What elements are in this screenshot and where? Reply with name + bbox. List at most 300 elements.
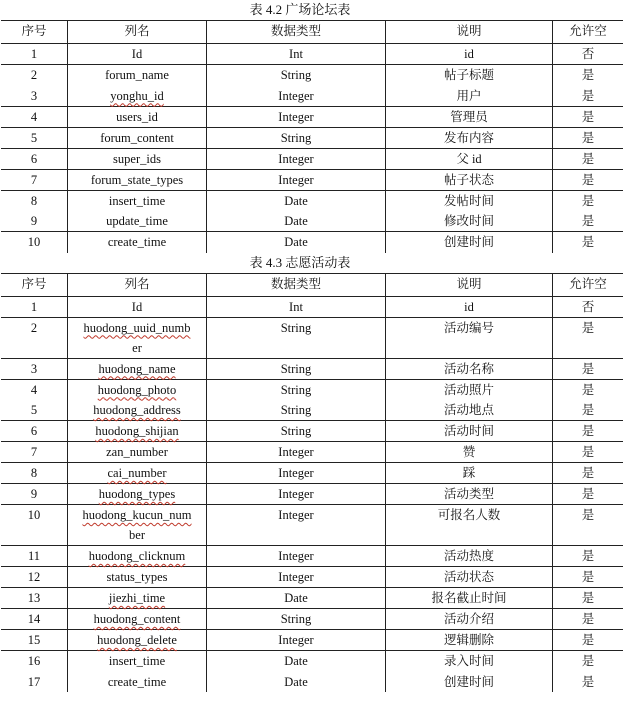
column-name-part: huodong_kucun_num [82, 508, 192, 522]
description-text: 赞 [462, 445, 476, 459]
cell-column-name [68, 190, 207, 211]
description-text: 活动名称 [443, 361, 494, 376]
cell-data-type [207, 86, 386, 107]
data-type-text: Date [284, 235, 308, 249]
row-index-text: 9 [30, 487, 38, 501]
description-text: 创建时间 [443, 674, 494, 689]
table-row [1, 190, 623, 211]
header-description: 说明 [386, 273, 553, 296]
cell-data-type [207, 317, 386, 358]
cell-column-name [68, 127, 207, 148]
column-name-text: cai_number [107, 466, 167, 480]
cell-nullable [553, 211, 623, 232]
table-row [1, 358, 623, 379]
cell-data-type [207, 211, 386, 232]
cell-column-name [68, 379, 207, 400]
cell-row-index [1, 484, 68, 505]
cell-column-name [68, 232, 207, 253]
column-name-text: zan_number [106, 445, 168, 459]
cell-column-name [68, 65, 207, 86]
cell-data-type [207, 609, 386, 630]
cell-description [386, 44, 553, 65]
cell-row-index [1, 588, 68, 609]
cell-description [386, 86, 553, 107]
cell-row-index [1, 65, 68, 86]
column-name-text: Id [131, 47, 143, 61]
cell-column-name [68, 211, 207, 232]
row-index-text: 13 [27, 591, 41, 605]
cell-data-type [207, 588, 386, 609]
cell-description [386, 127, 553, 148]
table-row [1, 211, 623, 232]
cell-column-name [68, 421, 207, 442]
row-index-text: 6 [30, 151, 38, 166]
cell-data-type [207, 630, 386, 651]
cell-data-type [207, 296, 386, 317]
data-type-text: Integer [278, 570, 314, 584]
table-row [1, 421, 623, 442]
cell-data-type [207, 106, 386, 127]
row-index-text: 12 [27, 570, 41, 584]
nullable-text: 是 [581, 193, 595, 208]
cell-column-name [68, 442, 207, 463]
cell-description [386, 358, 553, 379]
data-type-text: Integer [278, 88, 314, 103]
column-name-text: Id [131, 299, 143, 314]
description-text: 活动介绍 [443, 612, 494, 626]
cell-nullable [553, 232, 623, 253]
data-type-text: Integer [278, 466, 314, 480]
column-name-part: huodong_uuid_numb [83, 320, 191, 335]
data-type-text: Date [284, 193, 308, 208]
row-index-text: 9 [30, 214, 38, 228]
nullable-text: 否 [581, 47, 595, 61]
cell-nullable [553, 463, 623, 484]
description-text: 用户 [456, 88, 482, 103]
cell-column-name [68, 358, 207, 379]
nullable-text: 是 [581, 633, 595, 647]
cell-column-name [68, 609, 207, 630]
nullable-text: 是 [581, 361, 595, 376]
nullable-text: 是 [581, 424, 595, 438]
nullable-text: 是 [581, 320, 595, 335]
cell-description [386, 588, 553, 609]
cell-data-type [207, 421, 386, 442]
cell-row-index [1, 505, 68, 546]
row-index-text: 16 [27, 654, 41, 668]
cell-nullable [553, 400, 623, 421]
nullable-text: 是 [581, 549, 595, 563]
cell-description [386, 296, 553, 317]
data-type-text: Date [284, 654, 308, 668]
row-index-text: 4 [30, 109, 38, 124]
description-text: 活动照片 [443, 382, 494, 397]
cell-column-name [68, 400, 207, 421]
table-row [1, 651, 623, 672]
description-text: 活动状态 [443, 570, 494, 584]
nullable-text: 是 [581, 466, 595, 480]
cell-description [386, 148, 553, 169]
cell-row-index [1, 232, 68, 253]
cell-description [386, 672, 553, 692]
cell-data-type [207, 190, 386, 211]
nullable-text: 是 [581, 654, 595, 668]
column-name-text: update_time [106, 214, 168, 228]
cell-data-type [207, 567, 386, 588]
header-column-name: 列名 [68, 21, 207, 44]
data-type-text: Integer [278, 445, 314, 459]
column-name-text: huodong_types [98, 487, 176, 501]
cell-description [386, 421, 553, 442]
nullable-text: 是 [581, 591, 595, 605]
table-row [1, 442, 623, 463]
cell-description [386, 317, 553, 358]
nullable-text: 是 [581, 130, 595, 145]
data-type-text: Integer [278, 172, 314, 187]
header-column-name: 列名 [68, 273, 207, 296]
column-name-text: status_types [106, 570, 168, 584]
cell-description [386, 106, 553, 127]
cell-row-index [1, 567, 68, 588]
column-name-text: forum_content [100, 130, 174, 145]
cell-nullable [553, 651, 623, 672]
cell-row-index [1, 86, 68, 107]
cell-column-name [68, 86, 207, 107]
cell-description [386, 630, 553, 651]
cell-nullable [553, 148, 623, 169]
cell-nullable [553, 421, 623, 442]
cell-nullable [553, 65, 623, 86]
row-index-text: 8 [30, 466, 38, 480]
header-nullable: 允许空 [553, 273, 623, 296]
row-index-text: 14 [27, 612, 41, 626]
cell-data-type [207, 672, 386, 692]
description-text: id [464, 299, 474, 314]
cell-row-index [1, 148, 68, 169]
table-row [1, 505, 623, 546]
description-text: 父 id [456, 151, 482, 166]
cell-nullable [553, 317, 623, 358]
row-index-text: 10 [27, 508, 41, 522]
data-type-text: Integer [278, 549, 314, 563]
cell-data-type [207, 546, 386, 567]
nullable-text: 是 [581, 172, 595, 187]
column-name-text: users_id [116, 109, 158, 124]
table-row [1, 169, 623, 190]
cell-column-name [68, 169, 207, 190]
header-nullable: 允许空 [553, 21, 623, 44]
row-index-text: 5 [30, 130, 38, 145]
row-index-text: 17 [27, 674, 41, 689]
column-name-text: yonghu_id [110, 88, 164, 103]
cell-column-name [68, 567, 207, 588]
data-type-text: String [280, 320, 312, 335]
description-text: 活动地点 [443, 403, 494, 417]
cell-column-name [68, 44, 207, 65]
header-index: 序号 [1, 21, 68, 44]
cell-data-type [207, 232, 386, 253]
cell-nullable [553, 567, 623, 588]
cell-description [386, 442, 553, 463]
column-name-part: ber [129, 528, 145, 542]
data-type-text: Integer [278, 109, 314, 124]
cell-data-type [207, 358, 386, 379]
column-name-text: huodong_address [93, 403, 181, 417]
cell-column-name [68, 546, 207, 567]
row-index-text: 2 [30, 68, 38, 82]
column-name-text: huodong_delete [97, 633, 177, 647]
table-row [1, 400, 623, 421]
cell-description [386, 65, 553, 86]
description-text: 创建时间 [443, 235, 494, 249]
column-name-text: jiezhi_time [108, 591, 166, 605]
row-index-text: 7 [30, 172, 38, 187]
cell-nullable [553, 127, 623, 148]
header-index: 序号 [1, 273, 68, 296]
row-index-text: 2 [30, 320, 38, 335]
description-text: 帖子状态 [443, 172, 494, 187]
volunteer-activity-table [1, 273, 623, 692]
table-row [1, 317, 623, 358]
table-row [1, 65, 623, 86]
cell-row-index [1, 211, 68, 232]
nullable-text: 是 [581, 487, 595, 501]
column-name-text: create_time [107, 235, 167, 249]
cell-nullable [553, 86, 623, 107]
data-type-text: Date [284, 214, 308, 228]
cell-column-name [68, 630, 207, 651]
data-type-text: Int [289, 299, 303, 314]
cell-nullable [553, 169, 623, 190]
cell-row-index [1, 169, 68, 190]
column-name-text: create_time [107, 674, 167, 689]
cell-row-index [1, 296, 68, 317]
cell-row-index [1, 546, 68, 567]
cell-column-name [68, 651, 207, 672]
row-index-text: 11 [27, 549, 41, 563]
nullable-text: 是 [581, 445, 595, 459]
cell-row-index [1, 317, 68, 358]
cell-data-type [207, 651, 386, 672]
column-name-text: huodong_name [98, 361, 176, 376]
cell-description [386, 484, 553, 505]
cell-data-type [207, 127, 386, 148]
cell-data-type [207, 400, 386, 421]
cell-nullable [553, 358, 623, 379]
cell-nullable [553, 379, 623, 400]
cell-column-name [68, 588, 207, 609]
table-row [1, 609, 623, 630]
data-type-text: Integer [278, 151, 314, 166]
row-index-text: 6 [30, 424, 38, 438]
header-data-type: 数据类型 [207, 21, 386, 44]
cell-row-index [1, 651, 68, 672]
data-type-text: Int [289, 47, 303, 61]
data-type-text: Date [284, 591, 308, 605]
column-name-part: er [132, 340, 142, 355]
cell-row-index [1, 190, 68, 211]
table-row [1, 106, 623, 127]
cell-column-name [68, 505, 207, 546]
cell-nullable [553, 106, 623, 127]
table-row [1, 379, 623, 400]
cell-description [386, 609, 553, 630]
header-data-type: 数据类型 [207, 273, 386, 296]
cell-description [386, 379, 553, 400]
nullable-text: 是 [581, 382, 595, 397]
cell-row-index [1, 379, 68, 400]
table-row [1, 44, 623, 65]
cell-description [386, 546, 553, 567]
table-header-row [1, 21, 623, 44]
cell-row-index [1, 609, 68, 630]
column-name-text: huodong_clicknum [88, 549, 186, 563]
description-text: 可报名人数 [437, 508, 501, 522]
cell-description [386, 190, 553, 211]
column-name-text: huodong_photo [97, 382, 177, 397]
description-text: 管理员 [450, 109, 488, 124]
data-type-text: Date [284, 674, 308, 689]
data-type-text: String [280, 424, 312, 438]
data-type-text: Integer [278, 633, 314, 647]
table2-caption: 表 4.3 志愿活动表 [249, 254, 351, 270]
row-index-text: 10 [27, 235, 41, 249]
description-text: 活动类型 [443, 487, 494, 501]
table-row [1, 296, 623, 317]
description-text: 录入时间 [443, 654, 494, 668]
table-header-row [1, 273, 623, 296]
cell-column-name [68, 148, 207, 169]
description-text: 逻辑删除 [443, 633, 494, 647]
description-text: id [464, 47, 474, 61]
table-row [1, 546, 623, 567]
row-index-text: 4 [30, 382, 38, 397]
table-row [1, 567, 623, 588]
cell-nullable [553, 546, 623, 567]
cell-data-type [207, 379, 386, 400]
cell-nullable [553, 672, 623, 692]
table-row [1, 127, 623, 148]
column-name-text: insert_time [108, 193, 166, 208]
row-index-text: 15 [27, 633, 41, 647]
description-text: 发布内容 [443, 130, 494, 145]
cell-row-index [1, 44, 68, 65]
table1-caption: 表 4.2 广场论坛表 [249, 2, 351, 17]
column-name-text: huodong_shijian [95, 424, 179, 438]
table-row [1, 86, 623, 107]
cell-nullable [553, 296, 623, 317]
row-index-text: 1 [30, 299, 38, 314]
cell-nullable [553, 609, 623, 630]
table-row [1, 463, 623, 484]
nullable-text: 是 [581, 403, 595, 417]
cell-nullable [553, 505, 623, 546]
cell-description [386, 400, 553, 421]
description-text: 活动热度 [443, 549, 494, 563]
table-row [1, 588, 623, 609]
column-name-text: huodong_content [93, 612, 181, 626]
data-type-text: String [280, 361, 312, 376]
nullable-text: 是 [581, 68, 595, 82]
data-type-text: String [280, 612, 312, 626]
table-row [1, 672, 623, 692]
cell-data-type [207, 484, 386, 505]
cell-data-type [207, 65, 386, 86]
cell-column-name [68, 484, 207, 505]
header-description: 说明 [386, 21, 553, 44]
cell-row-index [1, 106, 68, 127]
table-row [1, 148, 623, 169]
cell-data-type [207, 169, 386, 190]
cell-description [386, 463, 553, 484]
description-text: 帖子标题 [443, 68, 494, 82]
description-text: 活动编号 [443, 320, 494, 335]
description-text: 报名截止时间 [431, 591, 507, 605]
cell-nullable [553, 442, 623, 463]
nullable-text: 是 [581, 235, 595, 249]
cell-description [386, 169, 553, 190]
nullable-text: 是 [581, 151, 595, 166]
cell-description [386, 211, 553, 232]
cell-nullable [553, 484, 623, 505]
cell-nullable [553, 588, 623, 609]
cell-column-name [68, 317, 207, 358]
column-name-text: forum_state_types [90, 172, 184, 187]
description-text: 发帖时间 [443, 193, 494, 208]
table-row [1, 630, 623, 651]
row-index-text: 3 [30, 88, 38, 103]
cell-row-index [1, 463, 68, 484]
cell-row-index [1, 358, 68, 379]
nullable-text: 是 [581, 508, 595, 522]
data-type-text: String [280, 68, 312, 82]
column-name-text: insert_time [108, 654, 166, 668]
nullable-text: 是 [581, 88, 595, 103]
cell-data-type [207, 505, 386, 546]
column-name-text: forum_name [105, 68, 169, 82]
row-index-text: 3 [30, 361, 38, 376]
cell-data-type [207, 44, 386, 65]
row-index-text: 7 [30, 445, 38, 459]
nullable-text: 是 [581, 109, 595, 124]
cell-row-index [1, 442, 68, 463]
cell-column-name [68, 296, 207, 317]
cell-description [386, 651, 553, 672]
cell-data-type [207, 463, 386, 484]
cell-data-type [207, 148, 386, 169]
row-index-text: 1 [30, 47, 38, 61]
nullable-text: 否 [581, 299, 595, 314]
data-type-text: String [280, 130, 312, 145]
column-name-text: super_ids [113, 151, 161, 166]
cell-column-name [68, 106, 207, 127]
cell-nullable [553, 44, 623, 65]
cell-row-index [1, 400, 68, 421]
description-text: 活动时间 [443, 424, 494, 438]
cell-column-name [68, 672, 207, 692]
nullable-text: 是 [581, 570, 595, 584]
cell-row-index [1, 421, 68, 442]
data-type-text: Integer [278, 508, 314, 522]
data-type-text: String [280, 382, 312, 397]
cell-row-index [1, 630, 68, 651]
description-text: 踩 [462, 466, 476, 480]
cell-data-type [207, 442, 386, 463]
cell-column-name [68, 463, 207, 484]
table-row [1, 232, 623, 253]
cell-row-index [1, 127, 68, 148]
cell-description [386, 232, 553, 253]
